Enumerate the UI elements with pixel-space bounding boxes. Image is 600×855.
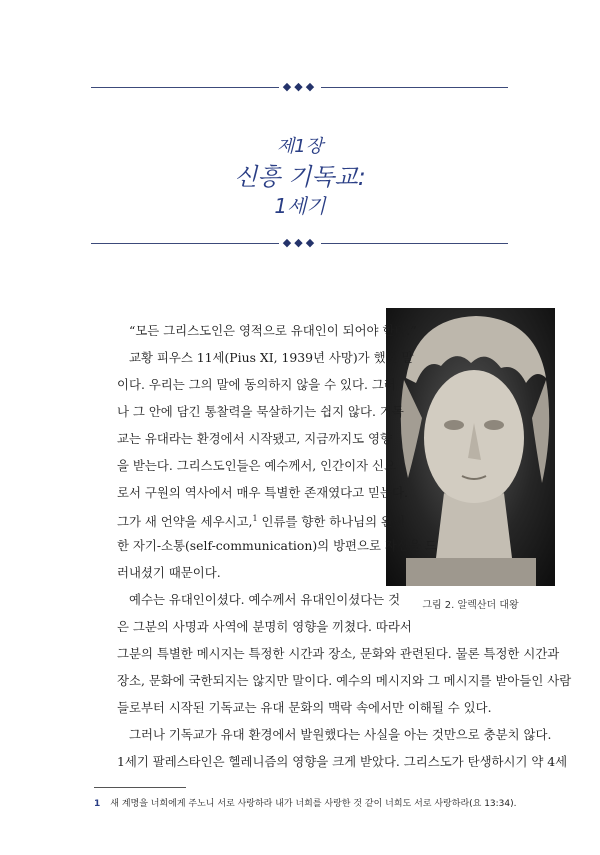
body-line-15: 들로부터 시작된 기독교는 유대 문화의 맥락 속에서만 이해될 수 있다. <box>117 700 492 715</box>
footnote-rule <box>94 787 186 788</box>
bottom-ornament <box>0 235 600 251</box>
body-line-14: 장소, 문화에 국한되지는 않지만 말이다. 예수의 메시지와 그 메시지를 받아들인 사람 <box>117 673 572 688</box>
footnote-text: 새 계명을 너희에게 주노니 서로 사랑하라 내가 너희를 사랑한 것 같이 너희도 서로 사랑하라(요 13:34). <box>110 799 517 809</box>
body-line-12: 은 그분의 사명과 사역에 분명히 영향을 끼쳤다. 따라서 <box>117 619 412 634</box>
ornament-glyphs: ◆◆◆ <box>279 236 321 249</box>
body-line-2: 교황 피우스 11세(Pius XI, 1939년 사망)가 했던 말 <box>129 350 414 365</box>
ornament-glyphs: ◆◆◆ <box>279 80 321 93</box>
body-line-10: 러내셨기 때문이다. <box>117 565 221 580</box>
body-line-3: 이다. 우리는 그의 말에 동의하지 않을 수 있다. 그러 <box>117 377 396 392</box>
body-line-16: 그러나 기독교가 유대 환경에서 발원했다는 사실을 아는 것만으로 충분치 않다. <box>129 727 552 742</box>
body-line-5: 교는 유대라는 환경에서 시작됐고, 지금까지도 영향 <box>117 431 392 446</box>
chapter-title-line2: 1세기 <box>274 194 326 218</box>
body-line-9: 한 자기-소통(self-communication)의 방편으로 자신을 드 <box>117 538 437 553</box>
body-line-17: 1세기 팔레스타인은 헬레니즘의 영향을 크게 받았다. 그리스도가 탄생하시기 약 4세 <box>117 754 568 769</box>
figure-caption: 그림 2. 알렉산더 대왕 <box>422 600 519 611</box>
body-line-13: 그분의 특별한 메시지는 특정한 시간과 장소, 문화와 관련된다. 물론 특정한 시간과 <box>117 646 560 661</box>
chapter-title-line1: 신흥 기독교: <box>234 163 366 191</box>
body-line-8a: 그가 새 언약을 세우시고, <box>117 514 253 530</box>
footnote-ref: 1 <box>252 514 258 523</box>
body-line-1: “모든 그리스도인은 영적으로 유대인이 되어야 한다.” <box>129 323 417 338</box>
body-line-7: 로서 구원의 역사에서 매우 특별한 존재였다고 믿는다. <box>117 485 408 500</box>
body-line-6: 을 받는다. 그리스도인들은 예수께서, 인간이자 신으 <box>117 458 396 473</box>
footnote-number: 1 <box>94 799 101 809</box>
body-line-11: 예수는 유대인이셨다. 예수께서 유대인이셨다는 것 <box>129 592 401 607</box>
body-line-8b: 인류를 향한 하나님의 완전 <box>261 514 405 530</box>
chapter-number: 제1장 <box>276 136 324 157</box>
top-ornament <box>0 79 600 95</box>
body-line-8 <box>117 511 405 530</box>
body-line-4: 나 그 안에 담긴 통찰력을 묵살하기는 쉽지 않다. 기독 <box>117 404 404 419</box>
footnote <box>94 796 517 809</box>
